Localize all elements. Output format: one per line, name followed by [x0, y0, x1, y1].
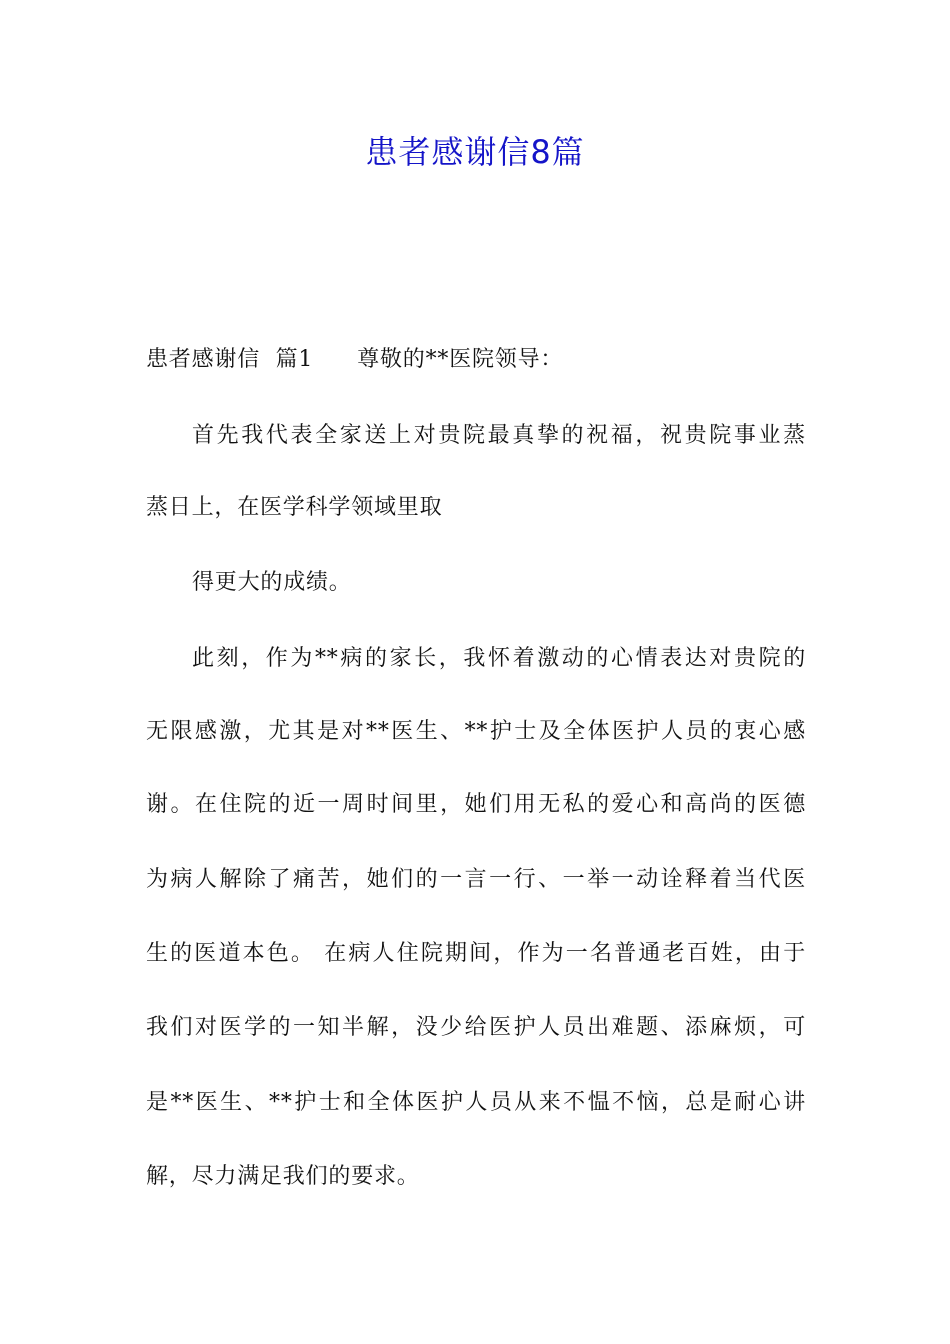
document-title: 患者感谢信8篇	[365, 133, 585, 171]
body-line: 是**医生、**护士和全体医护人员从来不愠不恼，总是耐心讲	[146, 1090, 806, 1115]
body-line: 蒸日上，在医学科学领域里取	[146, 495, 443, 520]
body-line: 解，尽力满足我们的要求。	[146, 1164, 420, 1189]
body-line: 我们对医学的一知半解，没少给医护人员出难题、添麻烦，可	[146, 1015, 806, 1040]
body-line: 此刻，作为**病的家长，我怀着激动的心情表达对贵院的	[192, 646, 806, 671]
letter-heading-line	[146, 344, 806, 376]
body-line: 生的医道本色。 在病人住院期间，作为一名普通老百姓，由于	[146, 941, 806, 966]
body-line: 无限感激，尤其是对**医生、**护士及全体医护人员的衷心感	[146, 719, 806, 744]
body-line: 得更大的成绩。	[192, 570, 352, 595]
letter-header-label: 患者感谢信 篇1	[146, 347, 314, 372]
body-line: 首先我代表全家送上对贵院最真挚的祝福，祝贵院事业蒸	[192, 423, 806, 448]
body-line: 为病人解除了痛苦，她们的一言一行、一举一动诠释着当代医	[146, 867, 806, 892]
letter-salutation: 尊敬的**医院领导：	[357, 347, 564, 372]
body-line: 谢。在住院的近一周时间里，她们用无私的爱心和高尚的医德	[146, 792, 806, 817]
